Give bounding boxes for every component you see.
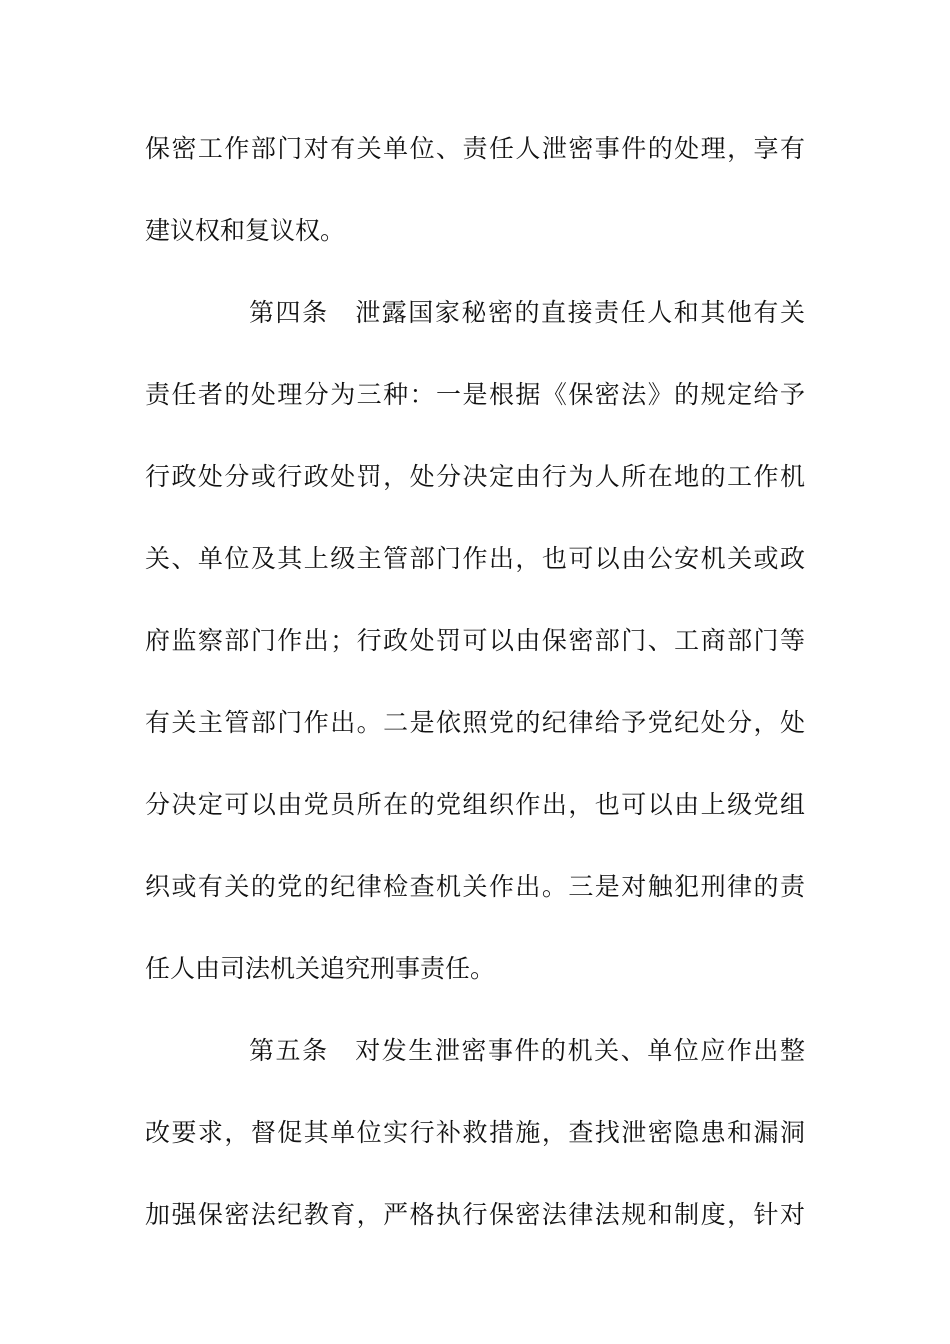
document-body xyxy=(145,108,805,1256)
text-line: 关、单位及其上级主管部门作出，也可以由公安机关或政 xyxy=(145,544,805,573)
text-line: 保密工作部门对有关单位、责任人泄密事件的处理，享有 xyxy=(145,134,805,163)
text-line: 任人由司法机关追究刑事责任。 xyxy=(145,954,496,983)
text-line: 行政处分或行政处罚，处分决定由行为人所在地的工作机 xyxy=(145,462,805,491)
text-line: 建议权和复议权。 xyxy=(145,216,346,245)
text-line: 府监察部门作出；行政处罚可以由保密部门、工商部门等 xyxy=(145,626,805,655)
article-4-heading-line: 第四条 泄露国家秘密的直接责任人和其他有关 xyxy=(249,298,805,327)
text-line: 加强保密法纪教育，严格执行保密法律法规和制度，针对 xyxy=(145,1200,805,1229)
text-line: 织或有关的党的纪律检查机关作出。三是对触犯刑律的责 xyxy=(145,872,805,901)
text-line: 改要求，督促其单位实行补救措施，查找泄密隐患和漏洞 xyxy=(145,1118,805,1147)
text-line: 分决定可以由党员所在的党组织作出，也可以由上级党组 xyxy=(145,790,805,819)
text-line: 责任者的处理分为三种：一是根据《保密法》的规定给予 xyxy=(145,380,805,409)
text-line: 有关主管部门作出。二是依照党的纪律给予党纪处分，处 xyxy=(145,708,805,737)
article-5-heading-line: 第五条 对发生泄密事件的机关、单位应作出整 xyxy=(249,1036,805,1065)
